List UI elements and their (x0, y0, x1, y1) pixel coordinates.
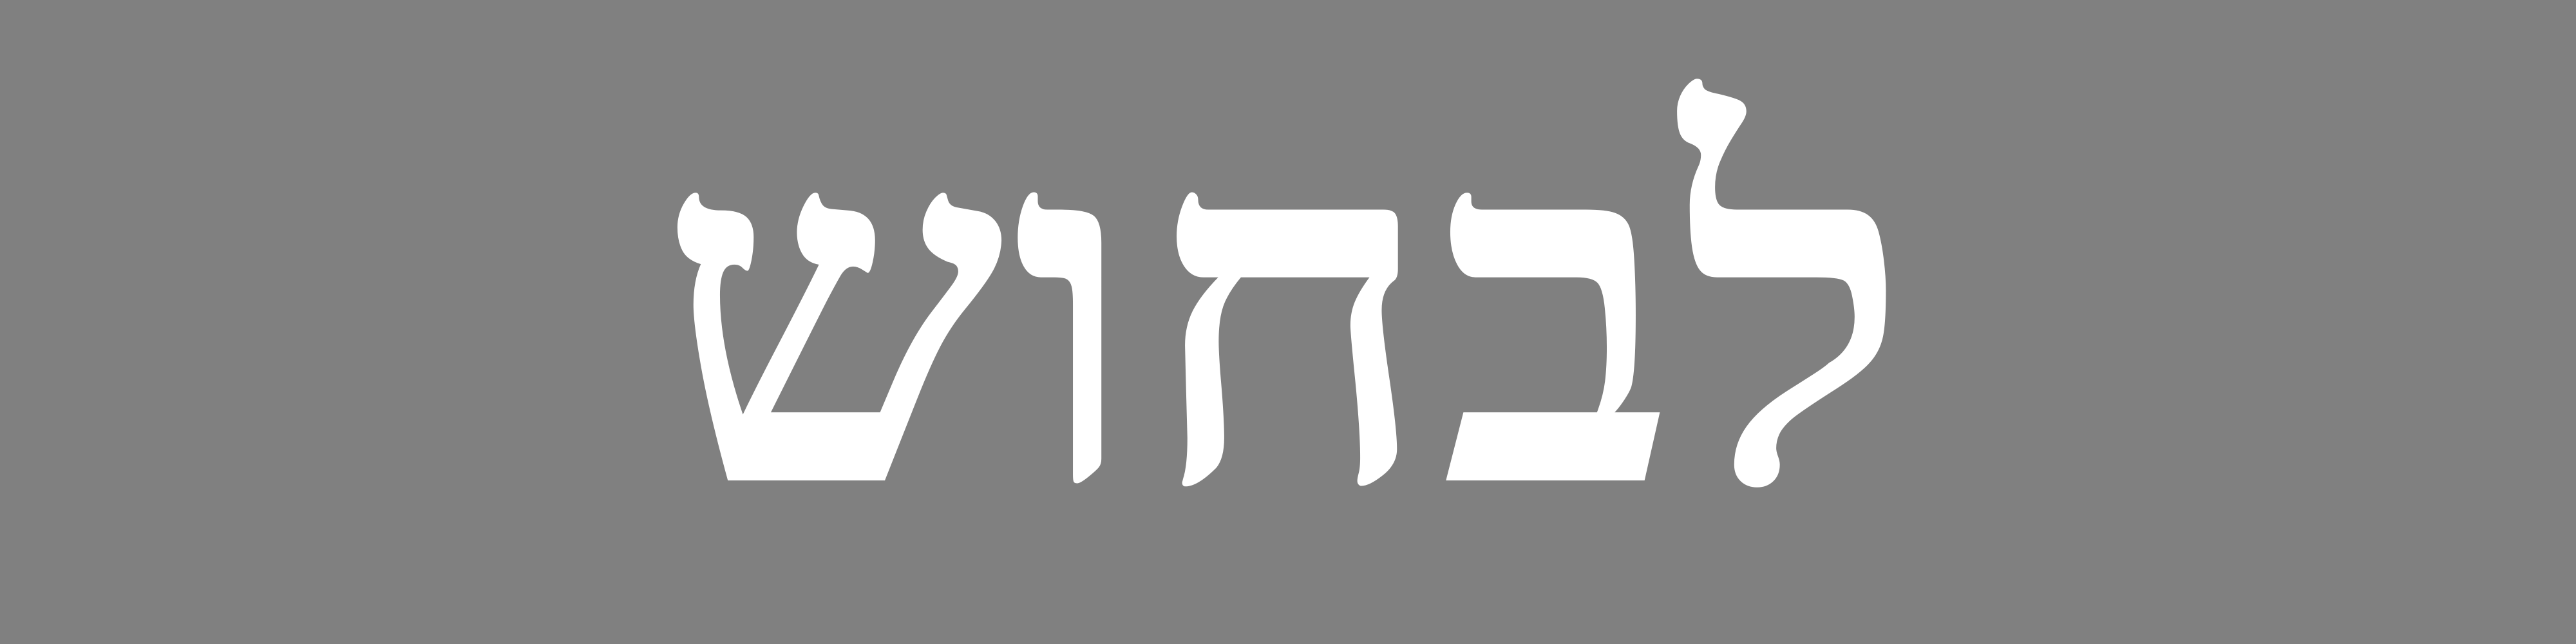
hebrew-word: לבחוש (658, 21, 1918, 596)
